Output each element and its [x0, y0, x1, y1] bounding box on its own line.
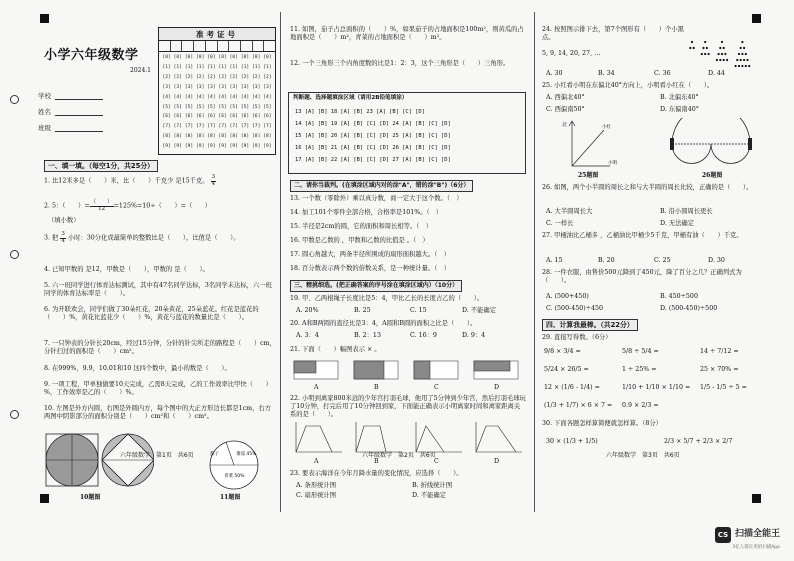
exam-id-bubble[interactable]: [8] — [173, 134, 182, 140]
exam-id-bubble[interactable]: [7] — [240, 124, 250, 130]
exam-date: 2024.1 — [130, 67, 151, 74]
option: C — [434, 458, 439, 465]
exam-id-bubble[interactable]: [9] — [229, 144, 238, 150]
calc-item: 14 ÷ 7/12 = — [700, 348, 739, 355]
option: D. 不能确定 — [412, 492, 447, 499]
binding-hole — [10, 250, 19, 259]
sequence-dot — [741, 53, 743, 55]
exam-id-bubble[interactable]: [6] — [263, 114, 272, 120]
option: B. 折线统计图 — [412, 482, 453, 489]
exam-id-bubble[interactable]: [7] — [207, 124, 216, 130]
option: B. 450÷500 — [660, 293, 698, 300]
exam-id-bubble[interactable]: [3] — [252, 84, 261, 90]
exam-id-bubble[interactable]: [0] — [240, 55, 250, 60]
exam-id-bubble[interactable]: [1] — [173, 64, 182, 70]
answer-sheet-area[interactable] — [288, 92, 526, 174]
exam-id-bubble[interactable]: [0] — [263, 55, 272, 60]
exam-id-bubble[interactable]: [6] — [252, 114, 261, 120]
answer-sheet-title: 判断题、选择题填涂区域（请用2B铅笔填涂） — [293, 95, 408, 101]
option: A. 20% — [296, 307, 319, 314]
exam-id-bubble[interactable]: [3] — [184, 84, 194, 90]
sequence-dot — [716, 59, 718, 61]
question-24-sequence: 5, 9, 14, 20, 27, … — [542, 50, 601, 57]
question-11: 11. 如图，茄子占总面积的（ ）%，如果茄子的占地面积是100m²，则黄瓜的占地面积是（ ）m²，青菜的占地面积是（ ）m²。 — [290, 26, 524, 42]
exam-id-bubble[interactable]: [8] — [196, 134, 205, 140]
sequence-dot — [740, 59, 742, 61]
sequence-dot — [706, 47, 708, 49]
option: D. 30 — [708, 257, 725, 264]
sequence-dot — [723, 59, 725, 61]
figure-10-caption: 10题图 — [80, 494, 101, 501]
option: A. 大半圆周长大 — [546, 208, 593, 215]
calc-item: 12 × (1/6 - 1/4) = — [544, 384, 600, 391]
figure-25-compass — [558, 118, 628, 170]
option: D. 东偏南40° — [660, 106, 699, 113]
exam-id-bubble[interactable]: [2] — [162, 74, 171, 80]
option: A. 30 — [546, 70, 563, 77]
question-18: 18. 百分数表示两个数的倍数关系，是一种统计量。（ ） — [290, 265, 450, 272]
sequence-dot — [689, 47, 691, 49]
exam-id-bubble[interactable]: [4] — [184, 94, 194, 100]
sequence-dot — [738, 53, 740, 55]
exam-id-bubble[interactable]: [3] — [240, 84, 250, 90]
exam-id-bubble[interactable]: [1] — [252, 64, 261, 70]
question-21: 21. 下面（ ）幅图表示 × 。 — [290, 346, 381, 353]
option: C. 16：9 — [410, 332, 437, 339]
exam-id-bubble[interactable]: [3] — [229, 84, 238, 90]
exam-id-bubble[interactable]: [4] — [196, 94, 205, 100]
exam-id-bubble[interactable]: [5] — [229, 104, 238, 110]
exam-id-bubble[interactable]: [3] — [162, 84, 171, 90]
exam-id-bubble[interactable]: [7] — [184, 124, 194, 130]
figure-11-pie-chart — [200, 435, 274, 493]
page-footer-1: 六年级数学 第1页 共6页 — [120, 451, 194, 459]
sequence-dot — [748, 65, 750, 67]
option: B. 2：13 — [354, 332, 381, 339]
option: D — [494, 458, 500, 465]
question-4: 4. 已知甲数的 是12，甲数是（ ），甲数的 是（ ）。 — [44, 266, 209, 273]
exam-id-bubble[interactable]: [5] — [184, 104, 194, 110]
exam-id-bubble[interactable]: [8] — [263, 134, 272, 140]
sequence-dot — [743, 47, 745, 49]
question-8: 8. 在999%，9.9，10.01和10 这四个数中，最小的数是（ ）。 — [44, 365, 231, 372]
question-5: 5. 六一班同学进行体育达标测试，其中有47名同学达标，3名同学未达标，六一班同学的体育达标率是（ ）。 — [44, 282, 272, 298]
figure-10 — [44, 430, 154, 492]
sequence-dot — [745, 53, 747, 55]
option: B. 北偏东40° — [660, 94, 699, 101]
page-footer-3: 六年级数学 第3页 共6页 — [606, 451, 680, 459]
question-3: 3. 把 $\frac{3}{4}$ 小时：30分化成最简单的整数比是（ ），比值是（ ）。 — [44, 231, 240, 244]
exam-id-bubble[interactable]: [9] — [240, 144, 250, 150]
exam-id-bubble[interactable]: [8] — [252, 134, 261, 140]
compass-label-xiaoming: 小明 — [608, 161, 617, 166]
scanner-tagline: 3亿人都在用的扫描App — [732, 545, 780, 550]
name-field[interactable] — [38, 108, 103, 116]
exam-id-bubble[interactable]: [5] — [196, 104, 205, 110]
option: D. 44 — [708, 70, 725, 77]
calc-item: 1 ÷ 25% = — [622, 366, 657, 373]
question-7: 7. 一只钟表的分针长20cm，经过15分钟，分针的针尖所走的路程是（ ）cm，分针扫过的面积是（ ）cm²。 — [44, 340, 276, 356]
class-field[interactable] — [38, 124, 103, 132]
exam-id-bubble[interactable]: [2] — [184, 74, 194, 80]
exam-id-bubble[interactable]: [4] — [229, 94, 238, 100]
exam-id-bubble[interactable]: [6] — [218, 114, 227, 120]
exam-id-bubble[interactable]: [9] — [196, 144, 205, 150]
column-divider — [534, 12, 535, 512]
page-column-1 — [30, 10, 278, 515]
question-24-dot-triangles — [686, 38, 772, 72]
question-1: 1. 比12米多是（ ）米，比（ ）千克少 是15千克。 $\frac{3}{4}$ — [44, 174, 216, 187]
exam-id-bubble[interactable]: [1] — [162, 64, 171, 70]
option: B — [374, 458, 379, 465]
sequence-dot — [745, 65, 747, 67]
scanner-logo-icon: CS — [715, 527, 731, 543]
page-column-2 — [282, 10, 532, 515]
option: A — [314, 458, 319, 465]
exam-id-bubble[interactable]: [2] — [218, 74, 227, 80]
exam-id-bubble[interactable]: [9] — [173, 144, 182, 150]
exam-id-bubble[interactable]: [0] — [173, 55, 182, 60]
exam-id-bubble[interactable]: [2] — [229, 74, 238, 80]
question-13: 13. 一个数（零除外）乘以真分数，商一定大于这个数。（ ） — [290, 195, 463, 202]
exam-id-bubble[interactable]: [7] — [218, 124, 227, 130]
sequence-dot — [691, 41, 693, 43]
pie-label-eggplant: 茄子 — [210, 452, 219, 457]
exam-id-bubble[interactable]: [5] — [218, 104, 227, 110]
exam-id-bubble[interactable]: [6] — [162, 114, 171, 120]
exam-id-bubble[interactable]: [5] — [207, 104, 216, 110]
option: D. 9：4 — [462, 332, 486, 339]
sequence-dot — [721, 53, 723, 55]
calc-item: (1/3 + 1/7) × 6 × 7 = — [544, 402, 613, 409]
calc-item: 9/8 × 3/4 = — [544, 348, 581, 355]
column-divider — [280, 12, 281, 512]
option: C. 25 — [654, 257, 671, 264]
question-28: 28. 一件衣服，由售价500元降到了450元，降了百分之几？正确列式为（ ）。 — [542, 269, 742, 285]
sequence-dot — [719, 47, 721, 49]
exam-id-box[interactable] — [158, 27, 276, 155]
calc-item-simplify: 30 × (1/3 + 1/5) — [546, 438, 598, 445]
question-6: 6. 为开联欢会，同学们做了30朵红花，20朵黄花，25朵蓝花。红花是蓝花的（ ）%，黄花比蓝花少（ ）%，黄花与蓝花的数量比是（ ）。 — [44, 306, 259, 322]
section1-heading: 一、填一填。（每空1分，共25分） — [44, 160, 158, 172]
exam-id-bubble[interactable]: [5] — [240, 104, 250, 110]
exam-id-bubble[interactable]: [2] — [173, 74, 182, 80]
exam-id-bubble[interactable]: [4] — [218, 94, 227, 100]
exam-id-bubble[interactable]: [1] — [240, 64, 250, 70]
answer-row[interactable]: 16 [A] [B] 21 [A] [B] [C] [D] 26 [A] [B] [C] [D] — [295, 145, 451, 151]
calc-item: 0.9 × 2/3 = — [622, 402, 659, 409]
option: B. 34 — [598, 70, 615, 77]
option: A. 3：4 — [296, 332, 319, 339]
exam-id-bubble[interactable]: [9] — [252, 144, 261, 150]
exam-id-bubble[interactable]: [5] — [263, 104, 272, 110]
figure-26-semicircles — [666, 118, 756, 170]
question-17: 17. 圆心角越大，两条半径所围成的扇形面积越大。（ ） — [290, 251, 450, 258]
exam-id-bubble[interactable]: [8] — [218, 134, 227, 140]
figure-25-caption: 25题图 — [578, 172, 599, 179]
exam-id-bubble[interactable]: [4] — [240, 94, 250, 100]
page-column-3 — [536, 10, 776, 515]
sequence-dot — [741, 65, 743, 67]
figure-26-caption: 26题图 — [702, 172, 723, 179]
section4-heading: 四、计算我最棒。（共22分） — [542, 319, 638, 331]
exam-id-bubble[interactable]: [9] — [184, 144, 194, 150]
compass-label-xiaohong: 小红 — [602, 125, 611, 130]
exam-id-bubble[interactable]: [9] — [162, 144, 171, 150]
answer-row[interactable]: 15 [A] [B] 20 [A] [B] [C] [D] 25 [A] [B] [C] [D] — [295, 133, 451, 139]
option: C. 西偏南50° — [546, 106, 585, 113]
option: A. 15 — [546, 257, 563, 264]
question-27: 27. 甲桶油比乙桶多 ，乙桶油比甲桶少5千克，甲桶有油（ ）千克。 — [542, 232, 743, 239]
exam-title: 小学六年级数学 — [44, 48, 139, 63]
sequence-dot — [741, 41, 743, 43]
calc-item: 1/10 + 1/10 × 1/10 = — [622, 384, 691, 391]
exam-id-bubble[interactable]: [3] — [263, 84, 272, 90]
sequence-dot — [704, 53, 706, 55]
answer-row[interactable]: 13 [A] [B] 18 [A] [B] 23 [A] [B] [C] [D] — [295, 109, 425, 115]
exam-id-bubble[interactable]: [7] — [162, 124, 171, 130]
exam-id-bubble[interactable]: [5] — [252, 104, 261, 110]
sequence-dot — [724, 53, 726, 55]
sequence-dot — [708, 53, 710, 55]
sequence-dot — [738, 65, 740, 67]
exam-id-bubble[interactable]: [3] — [173, 84, 182, 90]
exam-id-bubble[interactable]: [7] — [263, 124, 272, 130]
option: D. 不能确定 — [462, 307, 497, 314]
answer-row[interactable]: 14 [A] [B] 19 [A] [B] [C] [D] 24 [A] [B] [C] [D] — [295, 121, 451, 127]
exam-id-bubble[interactable]: [3] — [218, 84, 227, 90]
exam-id-bubble[interactable]: [6] — [207, 114, 216, 120]
question-16: 16. 甲数是乙数的 ，甲数和乙数的比值是 。（ ） — [290, 237, 429, 244]
page-footer-2: 六年级数学 第2页 共6页 — [362, 451, 436, 459]
field-label: 学校 — [38, 92, 51, 100]
calc-item: 1/5 - 1/5 ÷ 5 = — [700, 384, 747, 391]
sequence-dot — [746, 59, 748, 61]
field-label: 班级 — [38, 124, 51, 132]
sequence-dot — [693, 47, 695, 49]
option: A. 西偏北40° — [546, 94, 585, 101]
question-9: 9. 一项工程，甲单独做要10天完成，乙需8天完成，乙的工作效率比甲快（ ）%，工作效率是乙的（ ）%。 — [44, 381, 272, 397]
exam-id-title: 准考证号 — [159, 28, 275, 41]
exam-id-bubble[interactable]: [1] — [218, 64, 227, 70]
exam-id-bubble[interactable]: [0] — [252, 55, 261, 60]
sequence-dot — [736, 59, 738, 61]
question-10: 10. 左图是外方内圆，右图是外圆内方，每个图中的大正方形边长都是1cm，右方两图中阴影部分的面积分别是（ ）cm²和（ ）cm²。 — [44, 405, 272, 421]
question-19: 19. 甲、乙两根绳子长度比是5：4，甲比乙长的长度占乙的（ ）。 — [290, 295, 484, 302]
question-25: 25. 小红看小明在东偏北40°方向上，小明看小红在（ ）。 — [542, 82, 714, 89]
exam-id-bubble[interactable]: [5] — [162, 104, 171, 110]
binding-hole — [10, 410, 19, 419]
question-20: 20. A和B两圆的直径比是3：4，A圆和B圆的面积之比是（ ）。 — [290, 320, 477, 327]
question-22: 22. 小明到离家800米远的少年宫打羽毛球，他用了5分钟到少年宫，然后打羽毛球玩了10分钟，打完后用了10分钟回到家，下面能正确表示小明离家时间和离家距离关系的是（ ）。 — [290, 395, 526, 419]
question-2-note: （填小数） — [48, 217, 80, 224]
question-26: 26. 如图，两个小半圆的周长之和与大半圆的周长比较，正确的是（ ）。 — [542, 184, 753, 191]
exam-id-bubble[interactable]: [7] — [173, 124, 182, 130]
exam-id-bubble[interactable]: [0] — [229, 55, 238, 60]
option: B. 沿小圆周长更长 — [660, 208, 713, 215]
question-30: 30. 下面各题怎样算简便就怎样算。（8分） — [542, 420, 662, 427]
exam-id-bubble[interactable]: [1] — [184, 64, 194, 70]
exam-id-bubble[interactable]: [0] — [207, 55, 216, 60]
exam-id-bubble[interactable]: [6] — [184, 114, 194, 120]
question-23: 23. 要表示海洋在今年月降水量的变化情况，应选择（ ）。 — [290, 470, 463, 477]
exam-id-bubble[interactable]: [4] — [173, 94, 182, 100]
option: D. (500-450)÷500 — [660, 305, 718, 312]
exam-id-bubble[interactable]: [0] — [218, 55, 227, 60]
exam-id-bubble[interactable]: [1] — [196, 64, 205, 70]
question-29: 29. 直接写得数。（6分） — [542, 334, 612, 341]
exam-id-bubble[interactable]: [6] — [240, 114, 250, 120]
question-12: 12. 一个三角形三个内角度数的比是1：2：3，这个三角形是（ ）三角形。 — [290, 60, 510, 67]
sequence-dot — [743, 59, 745, 61]
option: C. 扇形统计图 — [296, 492, 337, 499]
option: C. (500-450)÷450 — [546, 305, 603, 312]
exam-id-bubble[interactable]: [6] — [173, 114, 182, 120]
option: B — [374, 384, 379, 391]
school-field[interactable] — [38, 92, 103, 100]
exam-id-bubble[interactable]: [9] — [218, 144, 227, 150]
option: A. (500+450) — [546, 293, 589, 300]
option: A — [314, 384, 319, 391]
exam-id-bubble[interactable]: [1] — [263, 64, 272, 70]
scanner-app-name: 扫描全能王 — [734, 529, 780, 540]
exam-id-bubble[interactable]: [3] — [196, 84, 205, 90]
option: C. 一样长 — [546, 220, 574, 227]
option: C — [434, 384, 439, 391]
exam-id-bubble[interactable]: [8] — [162, 134, 171, 140]
exam-id-bubble[interactable]: [2] — [196, 74, 205, 80]
sequence-dot — [735, 65, 737, 67]
exam-id-bubble[interactable]: [0] — [162, 55, 171, 60]
scanner-watermark — [715, 527, 780, 550]
exam-id-bubble[interactable]: [8] — [207, 134, 216, 140]
question-2: 2. 5：（ ）= $\frac{( )}{12}$ =125%=10÷（ ）=（ ） — [44, 199, 212, 212]
exam-id-bubble[interactable]: [4] — [162, 94, 171, 100]
question-14: 14. 加工101个零件全部合格，合格率是101%。（ ） — [290, 209, 443, 216]
exam-id-bubble[interactable]: [4] — [252, 94, 261, 100]
option: C. 36 — [654, 70, 671, 77]
sequence-dot — [702, 47, 704, 49]
exam-id-bubble[interactable]: [2] — [240, 74, 250, 80]
option: B. 20 — [598, 257, 615, 264]
sequence-dot — [701, 53, 703, 55]
binding-hole — [10, 95, 19, 104]
exam-id-bubble[interactable]: [7] — [196, 124, 205, 130]
calc-item-simplify: 2/3 × 5/7 + 2/3 × 2/7 — [664, 438, 733, 445]
exam-id-bubble[interactable]: [8] — [229, 134, 238, 140]
calc-item: 25 × 70% = — [700, 366, 739, 373]
exam-id-bubble[interactable]: [4] — [263, 94, 272, 100]
exam-id-bubble[interactable]: [8] — [184, 134, 194, 140]
question-24: 24. 按照图示排下去，第7个图形有（ ）个小黑点。 — [542, 26, 684, 42]
calc-item: 5/8 ÷ 5/4 = — [622, 348, 659, 355]
exam-id-cells[interactable] — [159, 41, 275, 52]
option: C. 15 — [410, 307, 427, 314]
sequence-dot — [704, 41, 706, 43]
section2-heading: 二、请你当裁判。(在填涂区域内对的涂"A"，错的涂"B")（6分） — [290, 180, 473, 192]
exam-id-bubble[interactable]: [9] — [207, 144, 216, 150]
option: D. 无法确定 — [660, 220, 695, 227]
calc-item: 5/24 × 26/5 = — [544, 366, 589, 373]
sequence-dot — [723, 47, 725, 49]
answer-row[interactable]: 17 [A] [B] 22 [A] [B] [C] [D] 27 [A] [B] [C] [D] — [295, 157, 451, 163]
sequence-dot — [719, 59, 721, 61]
exam-id-bubble[interactable]: [2] — [207, 74, 216, 80]
option: B. 25 — [354, 307, 371, 314]
field-label: 姓名 — [38, 108, 51, 116]
exam-id-bubble[interactable]: [6] — [196, 114, 205, 120]
exam-id-bubble[interactable]: [4] — [207, 94, 216, 100]
exam-id-bubble[interactable]: [3] — [207, 84, 216, 90]
compass-north-label: 北 — [562, 122, 568, 128]
sequence-dot — [718, 53, 720, 55]
option: D — [494, 384, 500, 391]
figure-11-caption: 11题图 — [220, 494, 241, 501]
exam-id-bubble[interactable]: [1] — [229, 64, 238, 70]
exam-id-bubble[interactable]: [2] — [252, 74, 261, 80]
exam-id-bubble[interactable]: [2] — [263, 74, 272, 80]
exam-id-bubble[interactable]: [5] — [173, 104, 182, 110]
question-15: 15. 半径是2cm的圆，它的面积和周长相等。（ ） — [290, 223, 433, 230]
sequence-dot — [726, 59, 728, 61]
sequence-dot — [740, 47, 742, 49]
question-21-figures — [292, 359, 526, 383]
exam-id-bubble[interactable]: [0] — [196, 55, 205, 60]
exam-id-bubble[interactable]: [7] — [229, 124, 238, 130]
option: A. 条形统计图 — [296, 482, 337, 489]
exam-id-bubble[interactable]: [1] — [207, 64, 216, 70]
sequence-dot — [721, 41, 723, 43]
exam-id-bubble[interactable]: [8] — [240, 134, 250, 140]
exam-id-bubble[interactable]: [6] — [229, 114, 238, 120]
exam-id-bubble[interactable]: [9] — [263, 144, 272, 150]
exam-id-bubble[interactable]: [0] — [184, 55, 194, 60]
exam-id-bubble[interactable]: [7] — [252, 124, 261, 130]
pie-label-tomato: 番茄 45% — [236, 452, 257, 457]
pie-label-greens: 青菜 50% — [224, 474, 245, 479]
section3-heading: 三、精挑细选。(把正确答案的序号涂在填涂区域内）（10分） — [290, 280, 462, 292]
exam-id-bubbles[interactable] — [159, 52, 275, 153]
